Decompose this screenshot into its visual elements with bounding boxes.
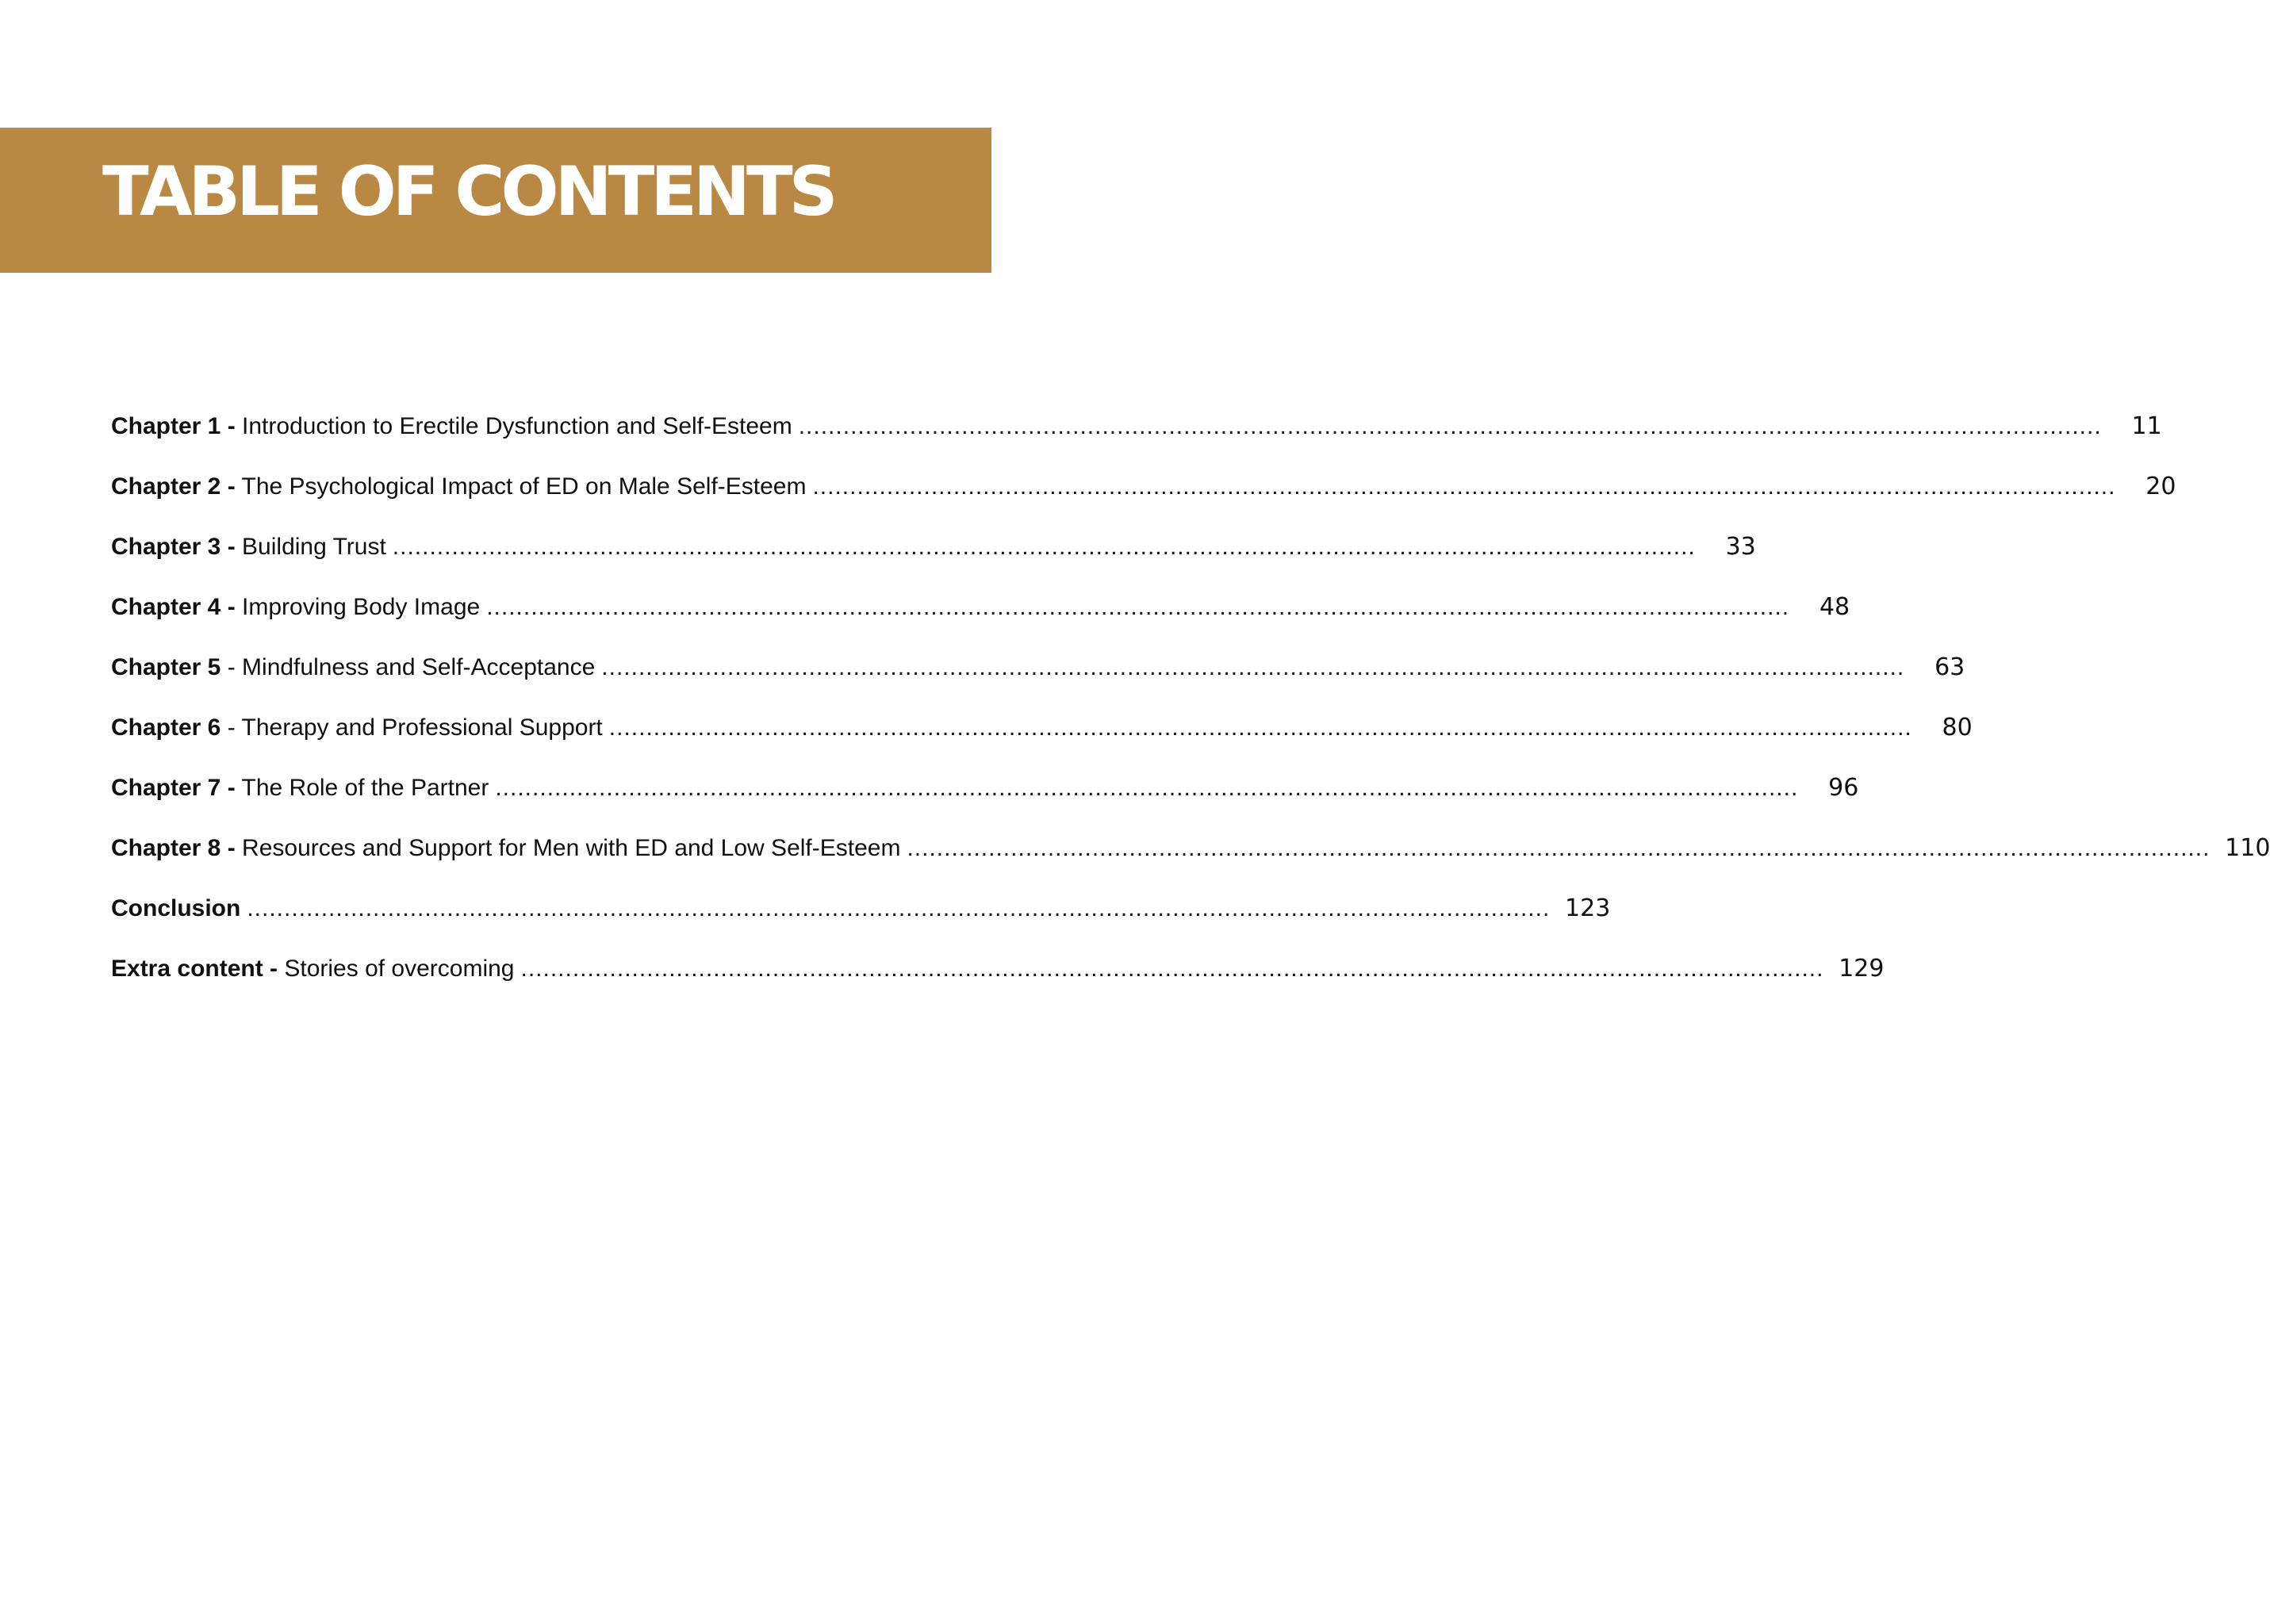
- dot-leader: ................................................................................................................................................................................: [608, 714, 1912, 741]
- toc-entry-chapter: Chapter 7 -: [111, 775, 236, 801]
- toc-entry-chapter-5[interactable]: [111, 653, 1965, 714]
- toc-entry-chapter: Conclusion: [111, 895, 241, 921]
- toc-entry-label: [111, 594, 480, 621]
- toc-entry-chapter-8[interactable]: [111, 834, 2270, 894]
- toc-entry-conclusion[interactable]: [111, 894, 1611, 955]
- toc-entry-title: The Role of the Partner: [235, 775, 489, 801]
- toc-entry-chapter: Chapter 4 -: [111, 594, 236, 620]
- toc-entry-title: - Mindfulness and Self-Acceptance: [220, 654, 596, 680]
- toc-entry-label: [111, 895, 240, 922]
- toc-entry-chapter: Extra content -: [111, 956, 278, 982]
- toc-entry-chapter-7[interactable]: [111, 774, 1859, 834]
- page-title: TABLE OF CONTENTS: [102, 152, 834, 232]
- dot-leader: ................................................................................................................................................................................: [392, 534, 1696, 560]
- toc-entry-page: 48: [1819, 593, 1850, 621]
- toc-entry-chapter: Chapter 1 -: [111, 413, 236, 439]
- table-of-contents: [111, 412, 2270, 1015]
- toc-entry-label: [111, 956, 515, 982]
- toc-entry-label: [111, 534, 386, 561]
- toc-entry-page: 96: [1828, 774, 1859, 802]
- toc-entry-title: Stories of overcoming: [278, 956, 515, 982]
- dot-leader: ................................................................................................................................................................................: [247, 895, 1551, 921]
- toc-entry-extra-content[interactable]: [111, 955, 1885, 1015]
- toc-entry-label: [111, 413, 792, 440]
- toc-entry-chapter: Chapter 5: [111, 654, 221, 680]
- toc-entry-chapter-1[interactable]: [111, 412, 2162, 473]
- toc-entry-label: [111, 835, 900, 862]
- dot-leader: ................................................................................................................................................................................: [907, 835, 2211, 861]
- toc-entry-chapter-4[interactable]: [111, 593, 1850, 653]
- toc-entry-chapter: Chapter 8 -: [111, 835, 236, 861]
- toc-entry-title: Improving Body Image: [235, 594, 481, 620]
- toc-entry-chapter: Chapter 3 -: [111, 534, 236, 560]
- dot-leader: ................................................................................................................................................................................: [495, 775, 1799, 801]
- toc-entry-page: 110: [2225, 834, 2270, 862]
- dot-leader: ................................................................................................................................................................................: [798, 413, 2102, 439]
- toc-entry-title: Resources and Support for Men with ED and Low Self-Esteem: [235, 835, 901, 861]
- toc-entry-title: Building Trust: [235, 534, 386, 560]
- toc-entry-title: - Therapy and Professional Support: [220, 714, 603, 741]
- toc-entry-page: 11: [2131, 412, 2162, 440]
- title-banner: [0, 128, 991, 273]
- dot-leader: ................................................................................................................................................................................: [520, 956, 1824, 982]
- toc-entry-page: 63: [1934, 653, 1965, 681]
- toc-entry-chapter: Chapter 2 -: [111, 473, 236, 500]
- toc-entry-chapter-2[interactable]: [111, 473, 2176, 533]
- toc-entry-page: 33: [1725, 533, 1756, 561]
- toc-entry-chapter: Chapter 6: [111, 714, 221, 741]
- dot-leader: ................................................................................................................................................................................: [486, 594, 1790, 620]
- toc-entry-title: The Psychological Impact of ED on Male Self-Esteem: [235, 473, 807, 500]
- toc-entry-label: [111, 714, 603, 741]
- dot-leader: ................................................................................................................................................................................: [812, 473, 2116, 500]
- toc-entry-page: 123: [1565, 894, 1611, 922]
- dot-leader: ................................................................................................................................................................................: [601, 654, 1905, 680]
- toc-entry-label: [111, 654, 595, 681]
- toc-entry-chapter-6[interactable]: [111, 714, 1973, 774]
- toc-entry-page: 20: [2145, 473, 2176, 500]
- toc-entry-chapter-3[interactable]: [111, 533, 1756, 593]
- toc-entry-label: [111, 775, 489, 802]
- toc-entry-title: Introduction to Erectile Dysfunction and Self-Esteem: [235, 413, 792, 439]
- toc-entry-page: 129: [1839, 955, 1885, 982]
- toc-entry-label: [111, 473, 806, 500]
- toc-entry-page: 80: [1942, 714, 1973, 741]
